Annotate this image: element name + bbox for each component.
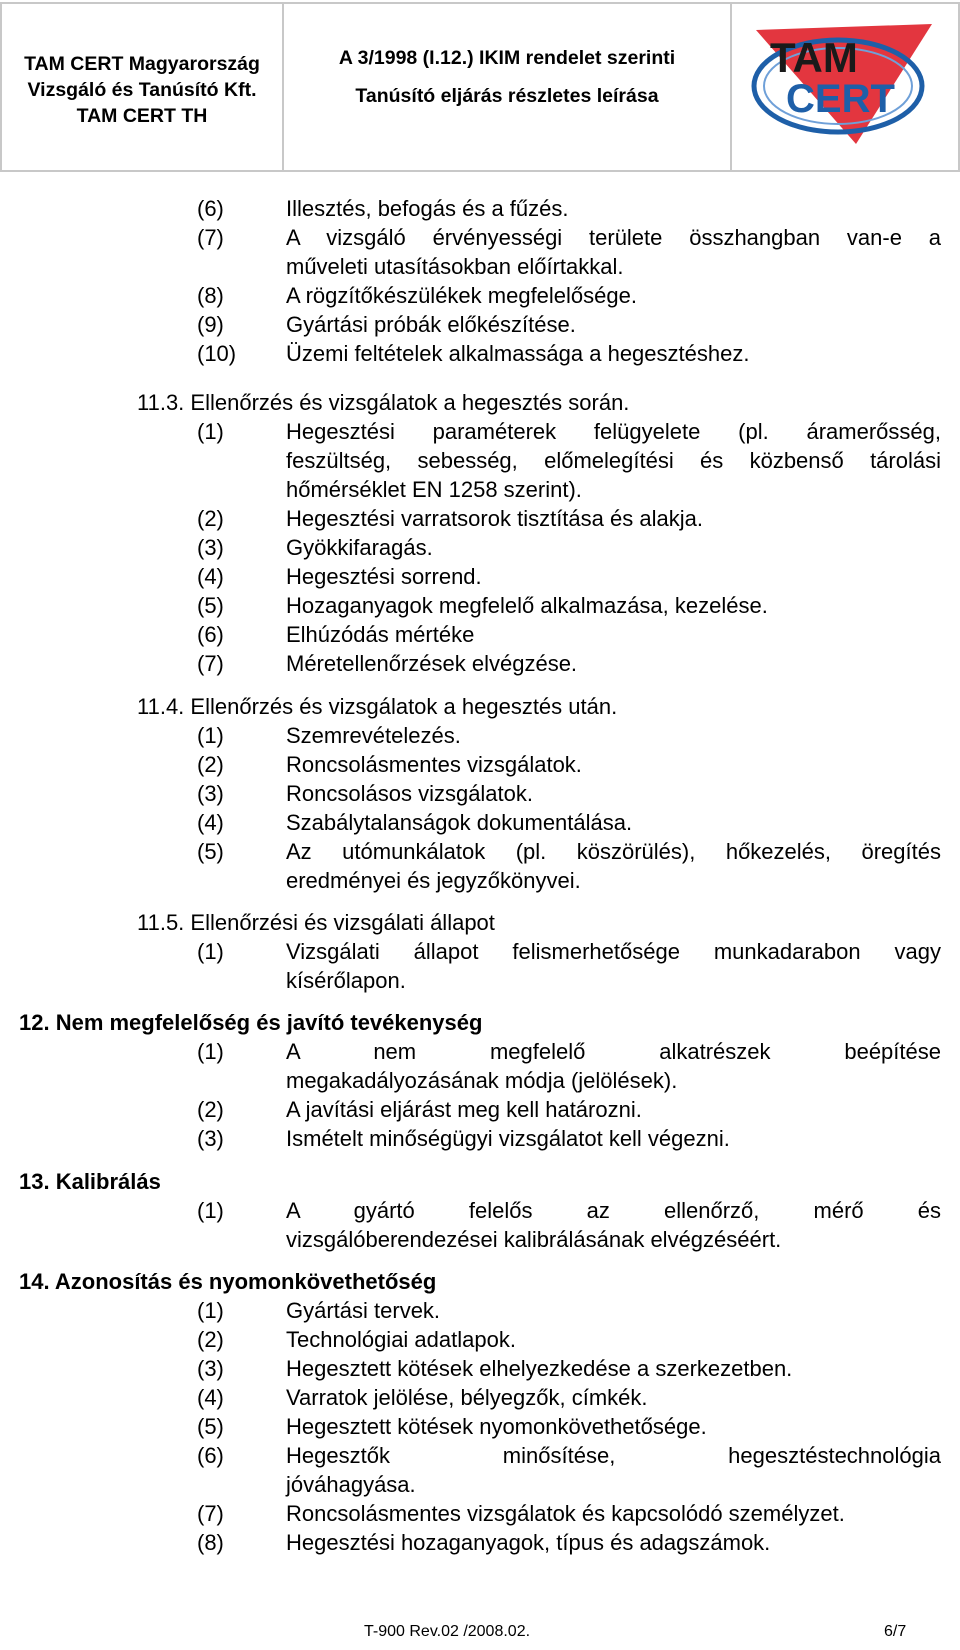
item-text: Gyártási tervek.	[286, 1298, 441, 1323]
item-number: (7)	[197, 225, 224, 250]
item-text: A gyártó felelős az ellenőrző, mérő és	[286, 1198, 941, 1223]
item-text: Ismételt minőségügyi vizsgálatot kell végezni.	[286, 1126, 730, 1151]
item-number: (3)	[197, 1126, 224, 1151]
item-number: (6)	[197, 1443, 224, 1468]
item-text: vizsgálóberendezései kalibrálásának elvégzéséért.	[286, 1227, 782, 1252]
item-text: Gyártási próbák előkészítése.	[286, 312, 576, 337]
item-text: kísérőlapon.	[286, 968, 406, 993]
item-text: Technológiai adatlapok.	[286, 1327, 516, 1352]
item-text: Hegesztési sorrend.	[286, 564, 482, 589]
item-text: Roncsolásmentes vizsgálatok és kapcsolódó személyzet.	[286, 1501, 845, 1526]
item-number: (8)	[197, 1530, 224, 1555]
item-text: Hegesztési paraméterek felügyelete (pl. áramerősség,	[286, 419, 941, 444]
item-text: Vizsgálati állapot felismerhetősége munkadarabon vagy	[286, 939, 941, 964]
org-name-line3: TAM CERT TH	[76, 105, 208, 127]
item-text: hőmérséklet EN 1258 szerint).	[286, 477, 582, 502]
item-number: (3)	[197, 781, 224, 806]
item-text: Szemrevételezés.	[286, 723, 461, 748]
subsection-title-11-5: 11.5. Ellenőrzési és vizsgálati állapot	[137, 910, 495, 935]
item-text: Roncsolásos vizsgálatok.	[286, 781, 534, 806]
item-number: (2)	[197, 1097, 224, 1122]
item-number: (4)	[197, 564, 224, 589]
item-number: (5)	[197, 839, 224, 864]
item-text: eredményei és jegyzőkönyvei.	[286, 868, 581, 893]
tam-cert-logo	[746, 12, 946, 162]
logo-text-bottom: CERT	[786, 77, 895, 121]
item-text: A javítási eljárást meg kell határozni.	[286, 1097, 642, 1122]
item-text: megakadályozásának módja (jelölések).	[286, 1068, 678, 1093]
item-text: feszültség, sebesség, előmelegítési és közbenső tárolási	[286, 448, 941, 473]
item-number: (1)	[197, 419, 224, 444]
item-number: (3)	[197, 535, 224, 560]
item-text: Hegesztési varratsorok tisztítása és alakja.	[286, 506, 703, 531]
subsection-title-11-4: 11.4. Ellenőrzés és vizsgálatok a hegesztés után.	[137, 694, 618, 719]
item-number: (1)	[197, 1039, 224, 1064]
item-number: (10)	[197, 341, 237, 366]
org-name-line1: TAM CERT Magyarország	[24, 53, 260, 75]
item-text: jóváhagyása.	[286, 1472, 416, 1497]
footer-page-number: 6/7	[884, 1623, 907, 1640]
logo-text-top: TAM	[770, 34, 858, 81]
item-number: (3)	[197, 1356, 224, 1381]
item-number: (1)	[197, 1298, 224, 1323]
item-text: Roncsolásmentes vizsgálatok.	[286, 752, 582, 777]
item-number: (1)	[197, 939, 224, 964]
item-number: (2)	[197, 1327, 224, 1352]
item-number: (6)	[197, 196, 224, 221]
item-text: Hegesztett kötések elhelyezkedése a szerkezetben.	[286, 1356, 793, 1381]
item-text: Hegesztett kötések nyomonkövethetősége.	[286, 1414, 707, 1439]
item-text: Hozaganyagok megfelelő alkalmazása, kezelése.	[286, 593, 768, 618]
item-number: (1)	[197, 723, 224, 748]
item-text: Méretellenőrzések elvégzése.	[286, 651, 578, 676]
item-text: műveleti utasításokban előírtakkal.	[286, 254, 624, 279]
footer-document-id: T-900 Rev.02 /2008.02.	[364, 1623, 531, 1640]
header-logo-cell	[732, 2, 960, 172]
item-number: (2)	[197, 506, 224, 531]
org-name-line2: Vizsgáló és Tanúsító Kft.	[27, 79, 257, 101]
page-header	[0, 0, 960, 176]
item-text: A rögzítőkészülékek megfelelősége.	[286, 283, 637, 308]
item-text: Az utómunkálatok (pl. köszörülés), hőkezelés, öregítés	[286, 839, 941, 864]
item-text: Gyökkifaragás.	[286, 535, 433, 560]
header-regulation-cell	[284, 2, 732, 172]
item-number: (5)	[197, 1414, 224, 1439]
item-text: Szabálytalanságok dokumentálása.	[286, 810, 633, 835]
item-number: (6)	[197, 622, 224, 647]
item-number: (9)	[197, 312, 224, 337]
item-number: (7)	[197, 1501, 224, 1526]
item-number: (1)	[197, 1198, 224, 1223]
item-text: Elhúzódás mértéke	[286, 622, 475, 647]
item-text: A nem megfelelő alkatrészek beépítése	[286, 1039, 941, 1064]
item-number: (5)	[197, 593, 224, 618]
item-text: Illesztés, befogás és a fűzés.	[286, 196, 569, 221]
item-text: A vizsgáló érvényességi területe összhangban van-e a	[286, 225, 941, 250]
item-number: (7)	[197, 651, 224, 676]
item-number: (4)	[197, 810, 224, 835]
header-org-cell	[0, 2, 284, 172]
item-text: Üzemi feltételek alkalmassága a hegesztéshez.	[286, 341, 750, 366]
item-text: Varratok jelölése, bélyegzők, címkék.	[286, 1385, 648, 1410]
section-title-14: 14. Azonosítás és nyomonkövethetőség	[19, 1269, 437, 1294]
regulation-line1: A 3/1998 (I.12.) IKIM rendelet szerinti	[338, 47, 676, 69]
item-text: Hegesztési hozaganyagok, típus és adagszámok.	[286, 1530, 771, 1555]
item-text: Hegesztők minősítése, hegesztéstechnológia	[286, 1443, 941, 1468]
section-title-13: 13. Kalibrálás	[19, 1169, 161, 1194]
item-number: (2)	[197, 752, 224, 777]
item-number: (4)	[197, 1385, 224, 1410]
section-title-12: 12. Nem megfelelőség és javító tevékenység	[19, 1010, 483, 1035]
item-number: (8)	[197, 283, 224, 308]
subsection-title-11-3: 11.3. Ellenőrzés és vizsgálatok a hegesztés során.	[137, 390, 630, 415]
regulation-line2: Tanúsító eljárás részletes leírása	[355, 85, 659, 107]
